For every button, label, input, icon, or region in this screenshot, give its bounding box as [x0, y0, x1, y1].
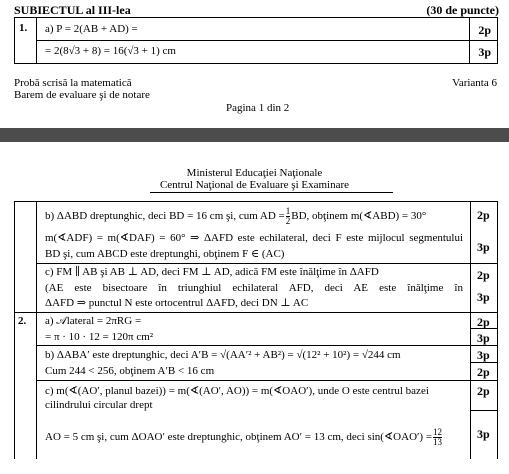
- page-number: Pagina 1 din 2: [226, 102, 290, 114]
- points-value: 2p: [477, 208, 490, 222]
- solution-line: AO = 5 cm şi, cum ΔOAO′ este dreptunghic, obţinem AO′ = 13 cm, deci sin(∢OAO′) = $\frac{12}{13}$: [45, 427, 443, 447]
- item-number-column: [36, 202, 37, 459]
- solution-line: BD şi, cum ABCD este dreptunghi, obţinem F ∈ (AC): [45, 248, 285, 260]
- section-title: SUBIECTUL al III-lea: [14, 3, 131, 17]
- grading-table-page1: [14, 17, 498, 64]
- solution-line: ΔAFD ⇒ punctul N este ortocentrul ΔAFD, deci DN ⊥ AC: [45, 297, 309, 309]
- solution-line: Cum 244 < 256, obţinem A′B < 16 cm: [45, 365, 215, 377]
- page-separator: [0, 128, 509, 142]
- row-divider: [470, 410, 497, 411]
- solution-line: b) ΔABD dreptunghic, deci BD = 16 cm şi, cum AD = $\frac{1}{2}$ BD, obţinem m(∢ABD) = 30°: [45, 206, 427, 226]
- footer-exam-name: Probă scrisă la matematică: [14, 77, 132, 89]
- points-value: 3p: [477, 240, 490, 254]
- points-column: [470, 202, 471, 459]
- fraction: $\frac{12}{13}$: [433, 427, 443, 447]
- footer-subtitle: Barem de evaluare şi de notare: [14, 89, 150, 101]
- heading-underline: [150, 192, 393, 193]
- row-divider: [36, 380, 497, 381]
- points-value: 3p: [478, 45, 491, 59]
- points-value: 2p: [477, 365, 490, 379]
- solution-line: (AE este bisectoare în triunghiul echilateral AFD, deci AE este înălţime în: [45, 282, 463, 294]
- solution-line: cilindrului circular drept: [45, 399, 153, 411]
- solution-line: m(∢ADF) = m(∢DAF) = 60° ⇒ ΔAFD este echilateral, deci F este mijlocul segmentului: [45, 232, 463, 244]
- solution-line: a) 𝒜lateral = 2πRG =: [45, 315, 142, 327]
- ministry-heading: Ministerul Educaţiei Naţionale: [186, 167, 323, 179]
- points-value: 2p: [477, 268, 490, 282]
- points-value: 3p: [477, 331, 490, 345]
- item-number: 2.: [18, 315, 27, 327]
- solution-line: b) ΔABA′ este dreptunghic, deci A′B = √(AA′² + AB²) = √(12² + 10²) = √244 cm: [45, 349, 401, 361]
- fraction: $\frac{1}{2}$: [285, 206, 291, 226]
- solution-line: c) m(∢(AO′, planul bazei)) = m(∢(AO′, AO)) = m(∢OAO′), unde O este centrul bazei: [45, 385, 429, 397]
- center-heading: Centrul Naţional de Evaluare şi Examinare: [159, 179, 350, 191]
- points-value: 2p: [478, 23, 491, 37]
- points-value: 2p: [477, 384, 490, 398]
- item-number: 1.: [19, 22, 28, 34]
- row-divider: [36, 263, 497, 264]
- solution-line: = π · 10 · 12 = 120π cm²: [45, 331, 154, 343]
- row-divider: [37, 40, 497, 41]
- section-points: (30 de puncte): [426, 3, 499, 17]
- solution-line: c) FM ∥ AB şi AB ⊥ AD, deci FM ⊥ AD, adică FM este înălţime în ΔAFD: [45, 266, 379, 278]
- row-divider: [15, 312, 497, 313]
- points-value: 2p: [477, 315, 490, 329]
- solution-line: = 2(8√3 + 8) = 16(√3 + 1) cm: [45, 45, 176, 57]
- solution-line: a) P = 2(AB + AD) =: [45, 23, 138, 35]
- points-value: 3p: [477, 427, 490, 441]
- grading-table-page2: [14, 201, 498, 459]
- row-divider: [36, 345, 497, 346]
- points-value: 3p: [477, 348, 490, 362]
- points-value: 3p: [477, 290, 490, 304]
- footer-variant: Varianta 6: [452, 77, 497, 89]
